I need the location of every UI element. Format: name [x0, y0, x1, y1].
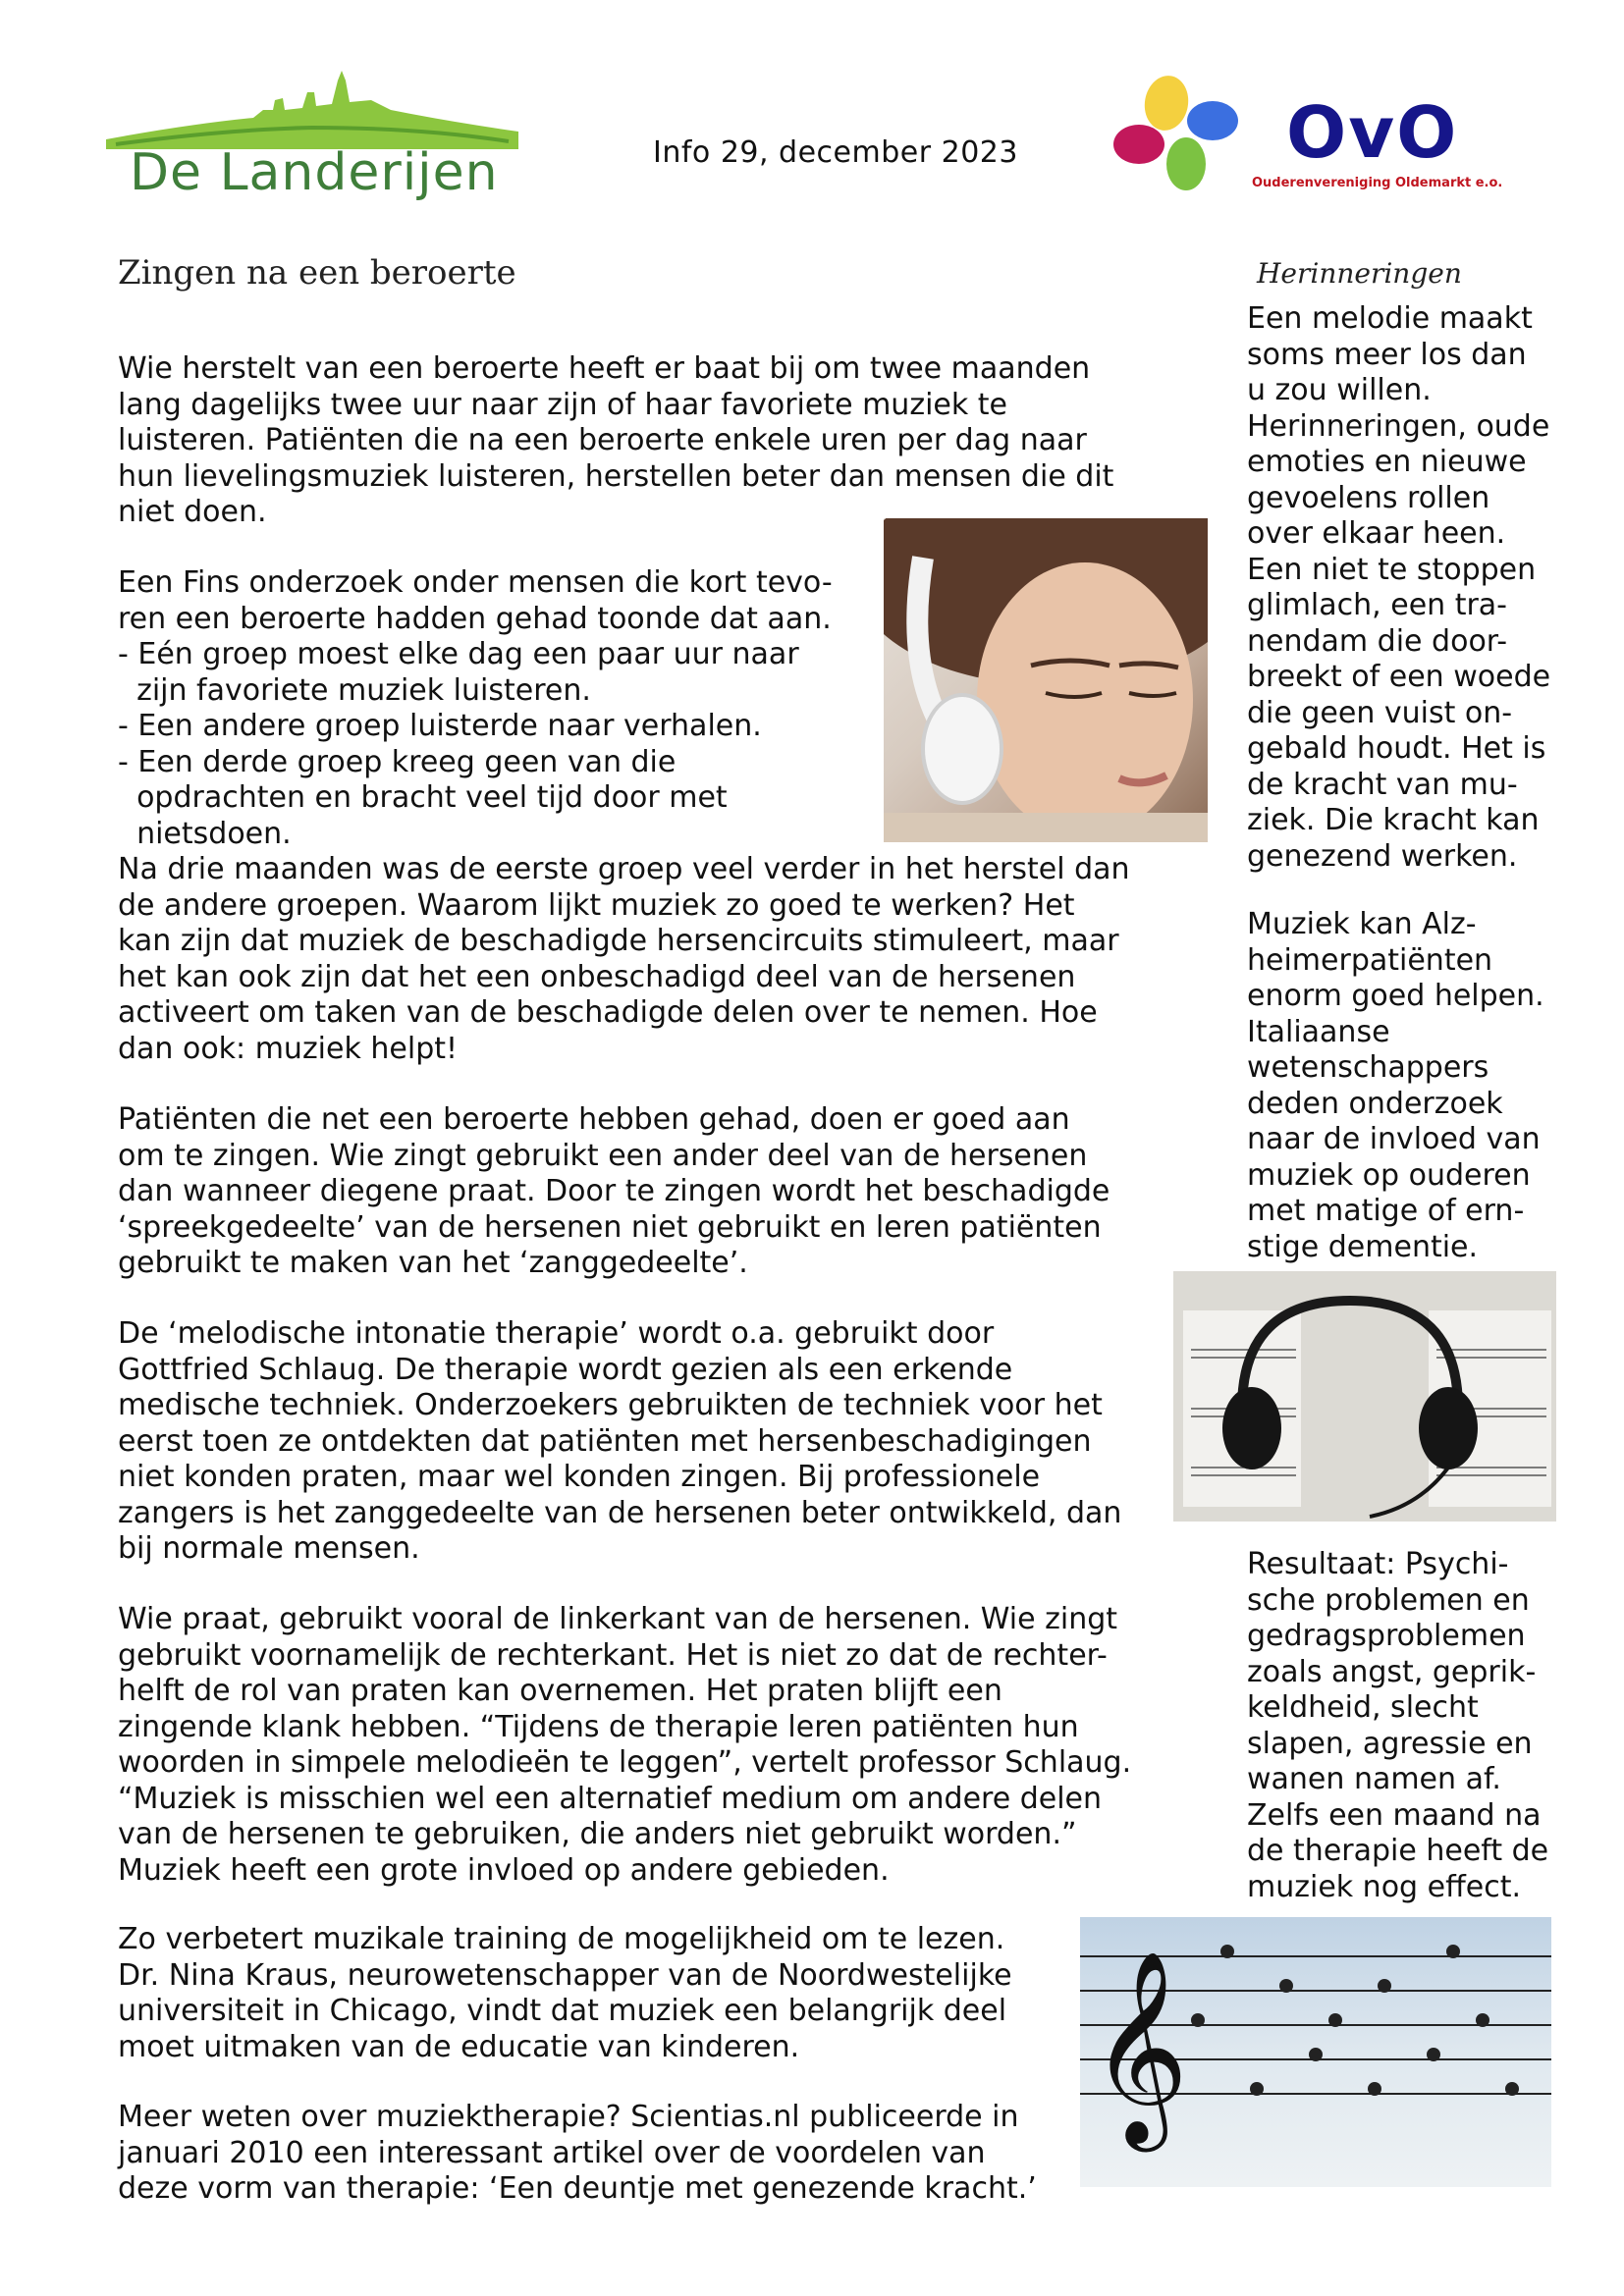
text-line: zoals angst, geprik- [1247, 1654, 1537, 1689]
text-line: Dr. Nina Kraus, neurowetenschapper van de Noordwestelijke [118, 1957, 1012, 1993]
text-line: - Een derde groep kreeg geen van die [118, 744, 677, 779]
text-line: deze vorm van therapie: ‘Een deuntje met genezende kracht.’ [118, 2171, 1037, 2206]
text-line: dan ook: muziek helpt! [118, 1031, 459, 1066]
article-paragraph [118, 1922, 1012, 2065]
text-line: ziek. Die kracht kan [1247, 803, 1540, 837]
text-line: glimlach, een tra- [1247, 588, 1508, 622]
birds-on-music-staff-image [1080, 1917, 1551, 2187]
text-line: wanen namen af. [1247, 1762, 1501, 1796]
text-line: u zou willen. [1247, 373, 1432, 407]
text-line: de andere groepen. Waarom lijkt muziek zo goed te werken? Het [118, 887, 1075, 923]
text-line: zangers is het zanggedeelte van de hersenen beter ontwikkeld, dan [118, 1495, 1122, 1530]
text-line: hun lievelingsmuziek luisteren, herstellen beter dan mensen die dit [118, 458, 1114, 494]
text-line: Zelfs een maand na [1247, 1797, 1542, 1833]
text-line: Meer weten over muziektherapie? Scientias.nl publiceerde in [118, 2100, 1019, 2134]
ovo-logo-text: OvO [1286, 91, 1459, 174]
text-line: Wie praat, gebruikt vooral de linkerkant van de hersenen. Wie zingt [118, 1602, 1118, 1636]
sidebar-title: Herinneringen [1257, 257, 1462, 290]
text-line: medische techniek. Onderzoekers gebruikten de techniek voor het [118, 1388, 1103, 1422]
text-line: de kracht van mu- [1247, 767, 1518, 802]
article-paragraph [118, 1316, 1121, 1568]
text-line: - Een andere groep luisterde naar verhalen. [118, 709, 762, 743]
text-line: gebruikt te maken van het ‘zanggedeelte’. [118, 1246, 748, 1280]
article-paragraph [118, 1602, 1131, 1889]
text-line: heimerpatiënten [1247, 942, 1493, 978]
text-line: Resultaat: Psychi- [1247, 1547, 1509, 1581]
flower-logo-icon [1110, 74, 1257, 201]
text-line: van de hersenen te gebruiken, die anders niet gebruikt worden.” [118, 1817, 1077, 1851]
text-line: om te zingen. Wie zingt gebruikt een ander deel van de hersenen [118, 1138, 1088, 1173]
text-line: gebald houdt. Het is [1247, 731, 1546, 766]
text-line: lang dagelijks twee uur naar zijn of haar favoriete muziek te [118, 387, 1007, 422]
landerijen-logo [106, 71, 518, 218]
text-line: gedragsproblemen [1247, 1619, 1526, 1653]
text-line: zingende klank hebben. “Tijdens de therapie leren patiënten hun [118, 1709, 1079, 1744]
text-line: opdrachten en bracht veel tijd door met [118, 780, 728, 815]
svg-text:𝄞: 𝄞 [1090, 1949, 1189, 2144]
skyline-icon [106, 71, 518, 149]
text-line: deden onderzoek [1247, 1086, 1503, 1121]
text-line: sche problemen en [1247, 1582, 1530, 1618]
text-line: enorm goed helpen. [1247, 979, 1544, 1013]
text-line: ‘spreekgedeelte’ van de hersenen niet gebruikt en leren patiënten [118, 1209, 1102, 1245]
text-line: keldheid, slecht [1247, 1690, 1479, 1725]
text-line: stige dementie. [1247, 1229, 1479, 1264]
text-line: De ‘melodische intonatie therapie’ wordt o.a. gebruikt door [118, 1316, 995, 1351]
text-line: breekt of een woede [1247, 660, 1551, 694]
text-line: bij normale mensen. [118, 1531, 420, 1566]
text-line: Na drie maanden was de eerste groep veel verder in het herstel dan [118, 852, 1130, 886]
text-line: - Eén groep moest elke dag een paar uur naar [118, 637, 799, 671]
text-line: dan wanneer diegene praat. Door te zingen wordt het beschadigde [118, 1174, 1110, 1208]
sidebar-paragraph [1247, 301, 1550, 875]
text-line: “Muziek is misschien wel een alternatief medium om andere delen [118, 1781, 1102, 1816]
article-paragraph [118, 1102, 1110, 1282]
text-line: activeert om taken van de beschadigde delen over te nemen. Hoe [118, 995, 1098, 1030]
text-line: ren een beroerte hadden gehad toonde dat aan. [118, 601, 832, 636]
sidebar-paragraph [1247, 907, 1544, 1265]
text-line: gebruikt voornamelijk de rechterkant. Het is niet zo dat de rechter- [118, 1637, 1108, 1673]
text-line: luisteren. Patiënten die na een beroerte enkele uren per dag naar [118, 423, 1087, 457]
text-line: over elkaar heen. [1247, 516, 1506, 551]
article-paragraph [118, 565, 833, 852]
text-line: Muziek kan Alz- [1247, 907, 1477, 941]
text-line: zijn favoriete muziek luisteren. [118, 672, 591, 708]
sidebar-paragraph [1247, 1547, 1548, 1905]
text-line: nendam die door- [1247, 623, 1508, 659]
text-line: die geen vuist on- [1247, 695, 1513, 730]
landerijen-logo-text: De Landerijen [130, 143, 499, 202]
text-line: de therapie heeft de [1247, 1834, 1549, 1868]
text-line: Wie herstelt van een beroerte heeft er baat bij om twee maanden [118, 351, 1091, 386]
text-line: nietsdoen. [118, 816, 292, 851]
ovo-logo [1110, 74, 1561, 201]
headphones-on-sheet-music-image [1173, 1271, 1556, 1522]
article-paragraph [118, 852, 1130, 1067]
text-line: Zo verbetert muzikale training de mogelijkheid om te lezen. [118, 1922, 1005, 1956]
text-line: universiteit in Chicago, vindt dat muziek een belangrijk deel [118, 1994, 1007, 2028]
text-line: eerst toen ze ontdekten dat patiënten met hersenbeschadigingen [118, 1423, 1092, 1459]
article-paragraph [118, 2100, 1037, 2208]
text-line: muziek nog effect. [1247, 1869, 1522, 1904]
text-line: kan zijn dat muziek de beschadigde hersencircuits stimuleert, maar [118, 924, 1119, 958]
text-line: muziek op ouderen [1247, 1157, 1531, 1193]
article-title: Zingen na een beroerte [118, 253, 516, 293]
text-line: januari 2010 een interessant artikel over de voordelen van [118, 2135, 986, 2170]
text-line: wetenschappers [1247, 1050, 1489, 1085]
text-line: moet uitmaken van de educatie van kinderen. [118, 2029, 800, 2064]
text-line: Herinneringen, oude [1247, 408, 1550, 444]
text-line: met matige of ern- [1247, 1194, 1525, 1228]
woman-with-headphones-image [884, 518, 1208, 842]
text-line: Italiaanse [1247, 1014, 1390, 1049]
text-line: Een niet te stoppen [1247, 552, 1537, 587]
issue-label: Info 29, december 2023 [653, 135, 1018, 170]
text-line: Een melodie maakt [1247, 301, 1533, 336]
text-line: genezend werken. [1247, 838, 1518, 874]
article-paragraph [118, 351, 1113, 531]
text-line: Een Fins onderzoek onder mensen die kort tevo- [118, 565, 833, 600]
text-line: Muziek heeft een grote invloed op andere gebieden. [118, 1852, 890, 1888]
text-line: Patiënten die net een beroerte hebben gehad, doen er goed aan [118, 1102, 1070, 1137]
text-line: gevoelens rollen [1247, 480, 1490, 515]
text-line: niet konden praten, maar wel konden zingen. Bij professionele [118, 1460, 1041, 1494]
text-line: naar de invloed van [1247, 1122, 1541, 1156]
text-line: slapen, agressie en [1247, 1726, 1533, 1761]
text-line: niet doen. [118, 495, 267, 529]
text-line: Gottfried Schlaug. De therapie wordt gezien als een erkende [118, 1352, 1013, 1387]
text-line: emoties en nieuwe [1247, 445, 1527, 479]
text-line: soms meer los dan [1247, 337, 1527, 372]
text-line: woorden in simpele melodieën te leggen”, vertelt professor Schlaug. [118, 1745, 1132, 1780]
text-line: het kan ook zijn dat het een onbeschadigd deel van de hersenen [118, 959, 1076, 994]
text-line: helft de rol van praten kan overnemen. Het praten blijft een [118, 1674, 1002, 1708]
ovo-logo-tagline: Ouderenvereniging Oldemarkt e.o. [1252, 176, 1503, 190]
